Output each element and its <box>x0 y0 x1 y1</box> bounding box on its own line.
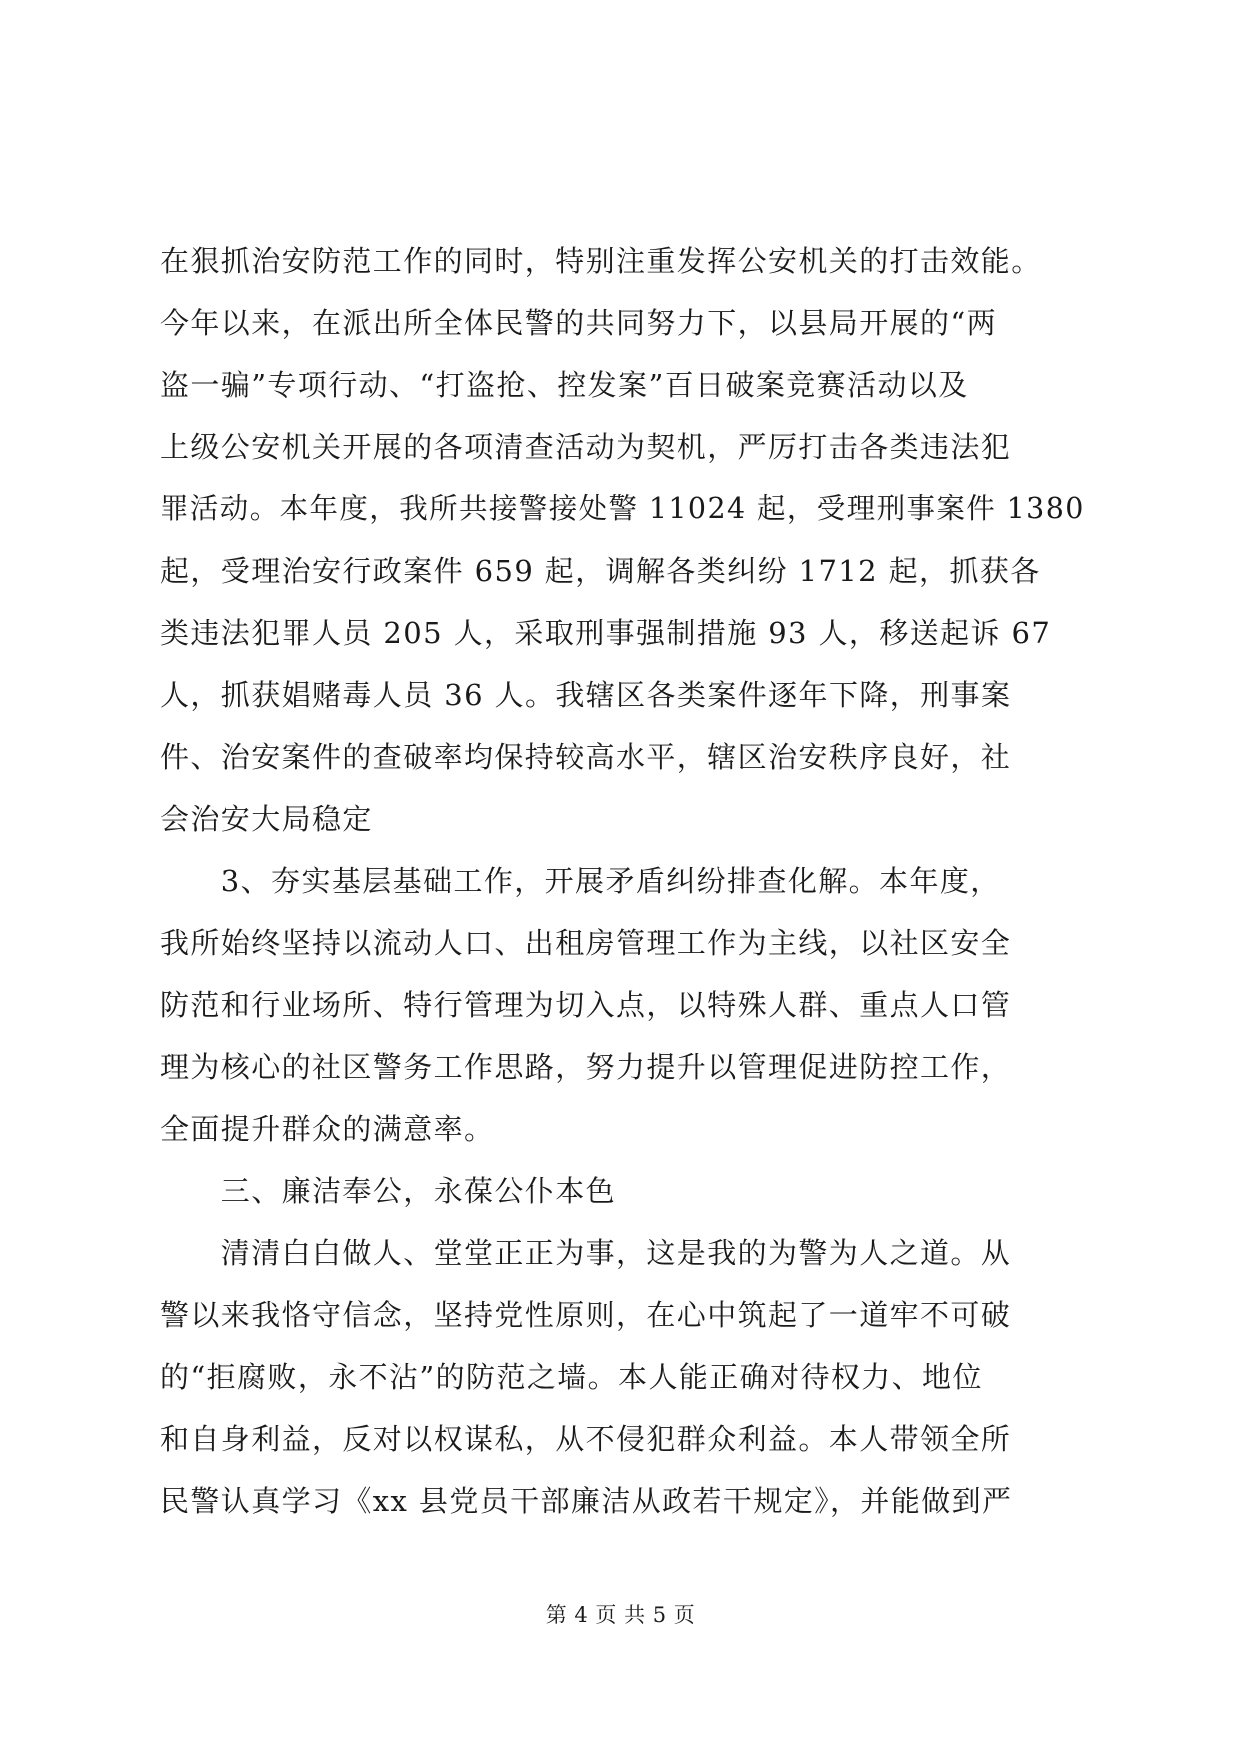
text-line-18: 警以来我恪守信念，坚持党性原则，在心中筑起了一道牢不可破 <box>160 1298 1012 1332</box>
text-line-11: 3、夯实基层基础工作，开展矛盾纠纷排查化解。本年度， <box>160 864 1001 898</box>
text-line-5: 罪活动。本年度，我所共接警接处警 11024 起，受理刑事案件 1380 <box>160 492 1085 525</box>
text-line-2: 今年以来，在派出所全体民警的共同努力下，以县局开展的“两 <box>160 306 998 340</box>
text-line-15: 全面提升群众的满意率。 <box>160 1112 495 1146</box>
text-line-7: 类违法犯罪人员 205 人，采取刑事强制措施 93 人，移送起诉 67 <box>160 616 1052 650</box>
section-heading: 三、廉洁奉公，永葆公仆本色 <box>160 1174 617 1208</box>
text-line-10: 会治安大局稳定 <box>160 802 373 836</box>
text-line-12: 我所始终坚持以流动人口、出租房管理工作为主线，以社区安全 <box>160 926 1012 960</box>
text-line-9: 件、治安案件的查破率均保持较高水平，辖区治安秩序良好，社 <box>160 740 1012 774</box>
text-line-1: 在狠抓治安防范工作的同时，特别注重发挥公安机关的打击效能。 <box>160 244 1042 278</box>
text-line-13: 防范和行业场所、特行管理为切入点，以特殊人群、重点人口管 <box>160 988 1012 1022</box>
text-line-8: 人，抓获娼赌毒人员 36 人。我辖区各类案件逐年下降，刑事案 <box>160 678 1012 712</box>
text-line-14: 理为核心的社区警务工作思路，努力提升以管理促进防控工作， <box>160 1050 1012 1084</box>
text-line-19: 的“拒腐败，永不沾”的防范之墙。本人能正确对待权力、地位 <box>160 1360 983 1394</box>
text-line-20: 和自身利益，反对以权谋私，从不侵犯群众利益。本人带领全所 <box>160 1422 1012 1456</box>
page-number-footer: 第 4 页 共 5 页 <box>545 1603 696 1627</box>
text-line-6: 起，受理治安行政案件 659 起，调解各类纠纷 1712 起，抓获各 <box>160 554 1041 588</box>
text-line-21: 民警认真学习《xx 县党员干部廉洁从政若干规定》，并能做到严 <box>160 1484 1013 1518</box>
document-body <box>160 230 1095 1532</box>
text-line-4: 上级公安机关开展的各项清查活动为契机，严厉打击各类违法犯 <box>160 430 1012 464</box>
text-line-17: 清清白白做人、堂堂正正为事，这是我的为警为人之道。从 <box>160 1236 1012 1270</box>
text-line-3: 盗一骗”专项行动、“打盗抢、控发案”百日破案竞赛活动以及 <box>160 368 969 402</box>
